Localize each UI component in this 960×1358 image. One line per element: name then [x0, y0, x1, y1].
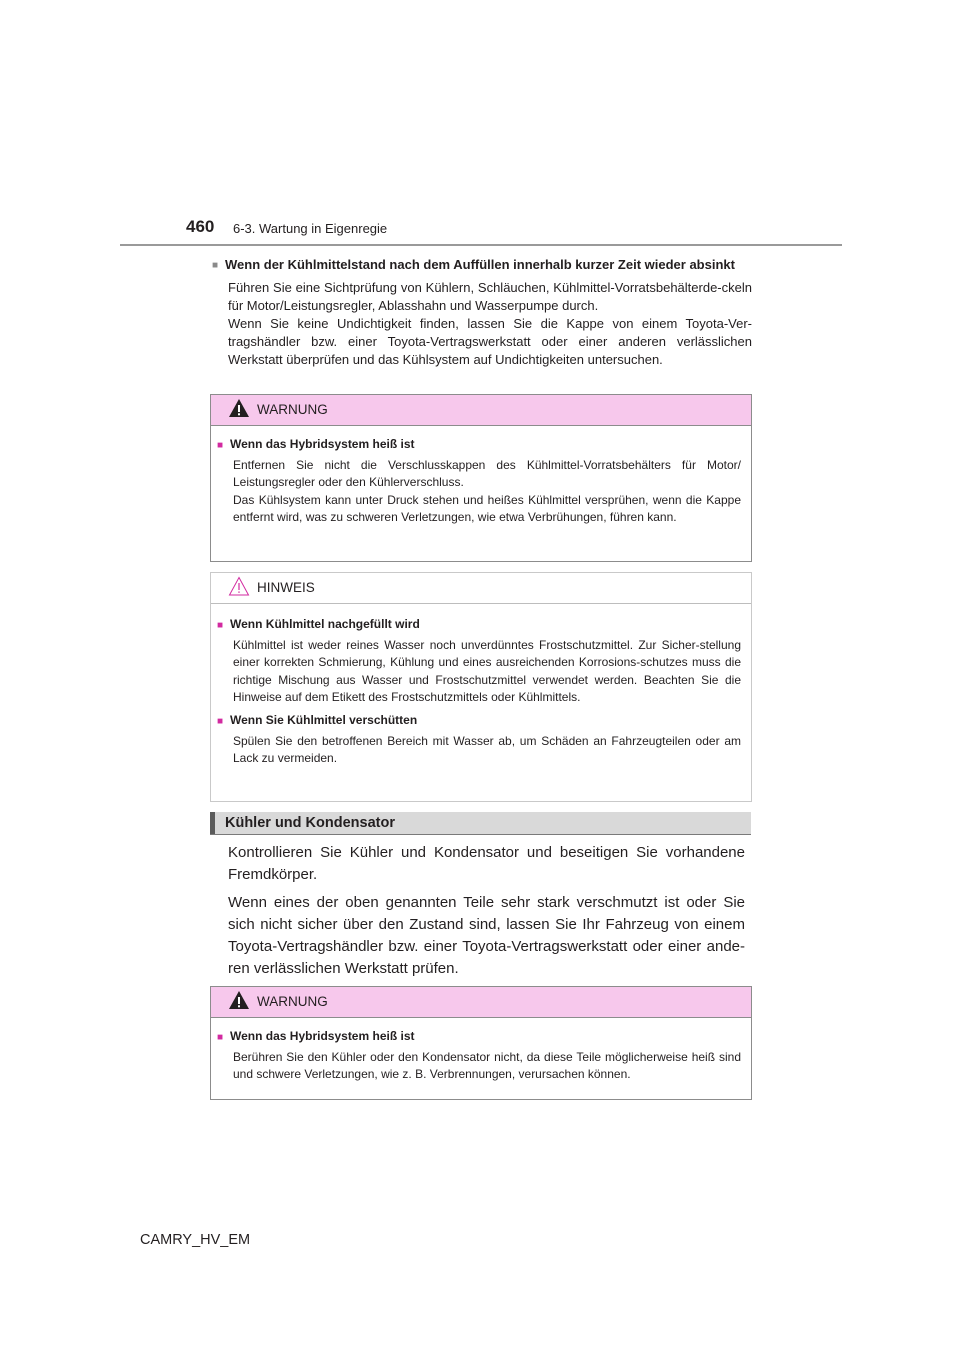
paragraph: Wenn Sie keine Undichtigkeit finden, lassen Sie die Kappe von einem Toyota-Ver-tragshändler bzw. einer Toyota-Vertragswerkstatt oder einer anderen verlässlichen Werkstatt überprüfen und das Kühlsystem auf Undichtigkeiten untersuchen.	[228, 316, 752, 367]
notice-header	[211, 573, 751, 604]
section-title-bar	[210, 812, 751, 835]
section-bar-accent	[210, 812, 215, 834]
warning-title: WARNUNG	[257, 402, 328, 417]
paragraph: Das Kühlsystem kann unter Druck stehen und heißes Kühlmittel versprühen, wenn die Kappe entfernt wird, was zu schweren Verletzungen, wie etwa Verbrühungen, führen kann.	[233, 492, 741, 525]
caution-outline-icon	[228, 575, 250, 597]
square-bullet-icon: ■	[217, 620, 224, 631]
section-body	[228, 842, 745, 986]
warning-header	[211, 395, 751, 426]
paragraph: Kontrollieren Sie Kühler und Kondensator und beseitigen Sie vorhandene Fremdkörper.	[228, 844, 745, 883]
notice-title: HINWEIS	[257, 580, 315, 595]
model-code: CAMRY_HV_EM	[140, 1232, 251, 1248]
square-bullet-icon: ■	[217, 1032, 224, 1043]
warning-box	[210, 986, 752, 1100]
square-bullet-icon: ■	[217, 440, 224, 451]
warning-header	[211, 987, 751, 1018]
paragraph: Berühren Sie den Kühler oder den Kondensator nicht, da diese Teile möglicherweise heiß sind und schwere Verletzungen, wie z. B. Verbrennungen, verursachen können.	[233, 1050, 741, 1082]
item-heading: Wenn Kühlmittel nachgefüllt wird	[230, 617, 420, 631]
section-refill-drop	[212, 256, 752, 369]
paragraph: Führen Sie eine Sichtprüfung von Kühlern, Schläuchen, Kühlmittel-Vorratsbehälterde-ckeln für Motor/Leistungsregler, Ablasshahn und Wasserpumpe durch.	[228, 280, 752, 313]
page-number: 460	[186, 217, 215, 236]
paragraph: Kühlmittel ist weder reines Wasser noch unverdünntes Frostschutzmittel. Zur Sicher-stellung einer korrekten Schmierung, Kühlung und eines ausreichenden Korrosions-schutzes muss die richtige Mischung aus Wasser und Frostschutzmittel verwendet werden. Beachten Sie die Hinweise auf dem Etikett des Frostschutzmittels oder Kühlmittels.	[233, 638, 741, 705]
item-heading: Wenn Sie Kühlmittel verschütten	[230, 712, 418, 727]
square-bullet-icon: ■	[212, 260, 219, 271]
warning-triangle-icon	[228, 989, 250, 1011]
paragraph: Entfernen Sie nicht die Verschlusskappen des Kühlmittel-Vorratsbehälters für Motor/ Leistungsregler oder den Kühlerverschluss.	[233, 458, 741, 490]
notice-item	[217, 712, 741, 768]
square-bullet-icon: ■	[217, 715, 224, 727]
warning-triangle-icon	[228, 397, 250, 419]
section-title: Kühler und Kondensator	[225, 815, 395, 831]
item-heading: Wenn das Hybridsystem heiß ist	[230, 1029, 415, 1043]
paragraph: Spülen Sie den betroffenen Bereich mit Wasser ab, um Schäden an Fahrzeugteilen oder am Lack zu vermeiden.	[233, 733, 741, 766]
item-heading: Wenn das Hybridsystem heiß ist	[230, 437, 415, 451]
paragraph: Wenn eines der oben genannten Teile sehr stark verschmutzt ist oder Sie sich nicht sicher über den Zustand sind, lassen Sie Ihr Fahrzeug von einem Toyota-Vertragshändler bzw. einer Toyota-Vertragswerkstatt oder einer ande-ren verlässlichen Werkstatt prüfen.	[228, 894, 745, 977]
header-divider	[120, 244, 842, 246]
notice-box	[210, 572, 752, 802]
chapter-title: 6-3. Wartung in Eigenregie	[233, 221, 388, 236]
warning-title: WARNUNG	[257, 994, 328, 1009]
warning-box	[210, 394, 752, 562]
notice-item	[217, 616, 741, 707]
section-heading: Wenn der Kühlmittelstand nach dem Auffüllen innerhalb kurzer Zeit wieder absinkt	[225, 257, 735, 272]
